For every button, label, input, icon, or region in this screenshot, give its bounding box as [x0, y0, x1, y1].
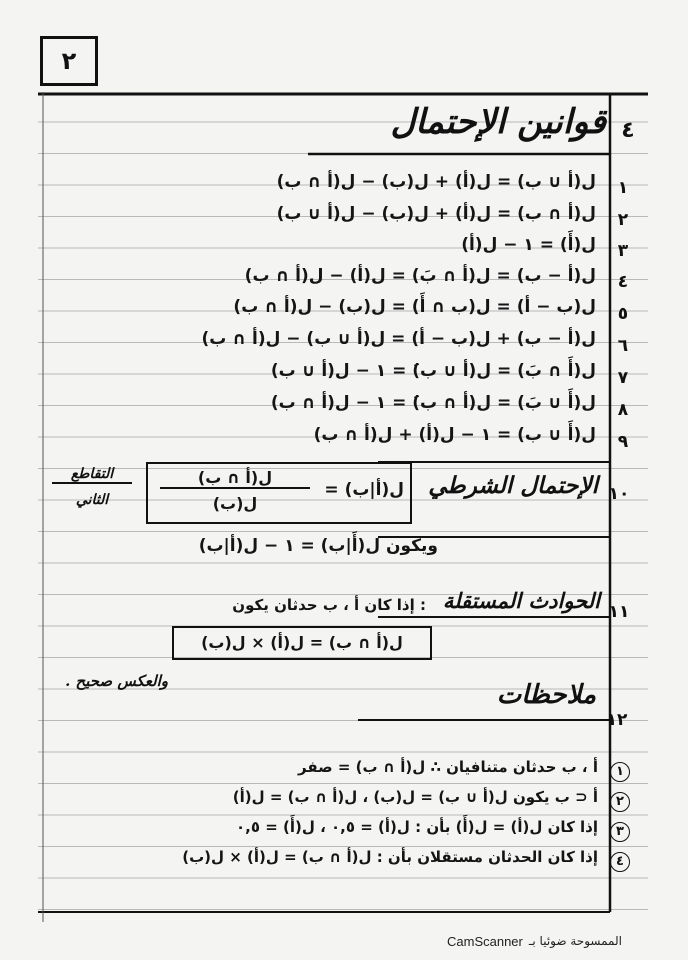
conditional-side-bottom: الثاني: [75, 492, 109, 508]
page-number-box: [40, 36, 98, 86]
law-formula: ل(أَ ∪ ب) = ١ − ل(أ) + ل(أ ∩ ب): [313, 425, 596, 445]
law-formula: ل(أ − ب) = ل(أ ∩ بَ) = ل(أ) − ل(أ ∩ ب): [244, 266, 596, 286]
law-number: ٧: [617, 368, 629, 388]
camscanner-caption: الممسوحة ضوئيا بـ: [528, 934, 622, 948]
conditional-note: ويكون ل(أَ|ب) = ١ − ل(أ|ب): [198, 536, 438, 556]
note-number: ٣: [610, 822, 630, 842]
law-number: ٦: [617, 336, 629, 356]
law-formula: ل(أَ ∩ بَ) = ل(أ ∪ ب)َ = ١ − ل(أ ∪ ب): [270, 361, 596, 381]
camscanner-brand: CamScanner: [447, 934, 523, 949]
independent-number: ١١: [608, 602, 630, 622]
law-formula: ل(أَ) = ١ − ل(أ): [461, 235, 596, 255]
note-number: ١: [610, 762, 630, 782]
independent-text: : إذا كان أ ، ب حدثان يكون: [232, 596, 426, 614]
conditional-side-top: التقاطع: [52, 466, 132, 484]
law-number: ٨: [617, 400, 629, 420]
conditional-numerator: ل(أ ∩ ب): [160, 468, 310, 489]
law-formula: ل(أَ ∪ بَ) = ل(أ ∩ ب)َ = ١ − ل(أ ∩ ب): [270, 393, 596, 413]
note-text: أ ، ب حدثان متنافيان ∴ ل(أ ∩ ب) = صفر: [298, 758, 598, 776]
section-number: ٤: [621, 118, 635, 143]
conditional-number: ١٠: [608, 484, 630, 504]
law-formula: ل(ب − أ) = ل(ب ∩ أَ) = ل(ب) − ل(أ ∩ ب): [233, 297, 596, 317]
conditional-formula-left: ل(أ|ب) =: [324, 480, 404, 500]
note-number: ٤: [610, 852, 630, 872]
law-formula: ل(أ ∩ ب) = ل(أ) + ل(ب) − ل(أ ∪ ب): [276, 204, 596, 224]
law-formula: ل(أ − ب) + ل(ب − أ) = ل(أ ∪ ب) − ل(أ ∩ ب): [201, 329, 596, 349]
law-number: ١: [617, 178, 629, 198]
conditional-label: الإحتمال الشرطي: [428, 472, 598, 499]
independent-formula: ل(أ ∩ ب) = ل(أ) × ل(ب): [201, 633, 403, 652]
conditional-denominator: ل(ب): [212, 494, 258, 513]
note-text: أ ⊂ ب يكون ل(أ ∪ ب) = ل(ب) ، ل(أ ∩ ب) = ل(أ): [232, 788, 598, 806]
law-number: ٩: [617, 432, 629, 452]
independent-label: الحوادث المستقلة: [442, 588, 600, 613]
page-number: ٢: [61, 47, 77, 75]
conditional-formula-box: [146, 462, 412, 524]
note-text: إذا كان ل(أ) = ل(أَ) بأن : ل(أ) = ٠,٥ ، ل(أَ) = ٠,٥: [235, 818, 598, 836]
note-text: إذا كان الحدثان مستقلان بأن : ل(أ ∩ ب) = ل(أ) × ل(ب): [182, 848, 598, 866]
independent-formula-box: [172, 626, 432, 660]
notes-label: ملاحظات: [496, 680, 596, 710]
notes-number: ١٢: [606, 710, 628, 730]
law-number: ٣: [617, 241, 629, 261]
camscanner-watermark: [447, 934, 622, 949]
page-title: قوانين الإحتمال: [390, 102, 606, 142]
note-number: ٢: [610, 792, 630, 812]
law-number: ٥: [617, 304, 629, 324]
law-number: ٢: [617, 210, 629, 230]
law-number: ٤: [617, 272, 629, 292]
independent-reverse: والعكس صحيح .: [65, 672, 168, 690]
law-formula: ل(أ ∪ ب) = ل(أ) + ل(ب) − ل(أ ∩ ب): [276, 172, 596, 192]
